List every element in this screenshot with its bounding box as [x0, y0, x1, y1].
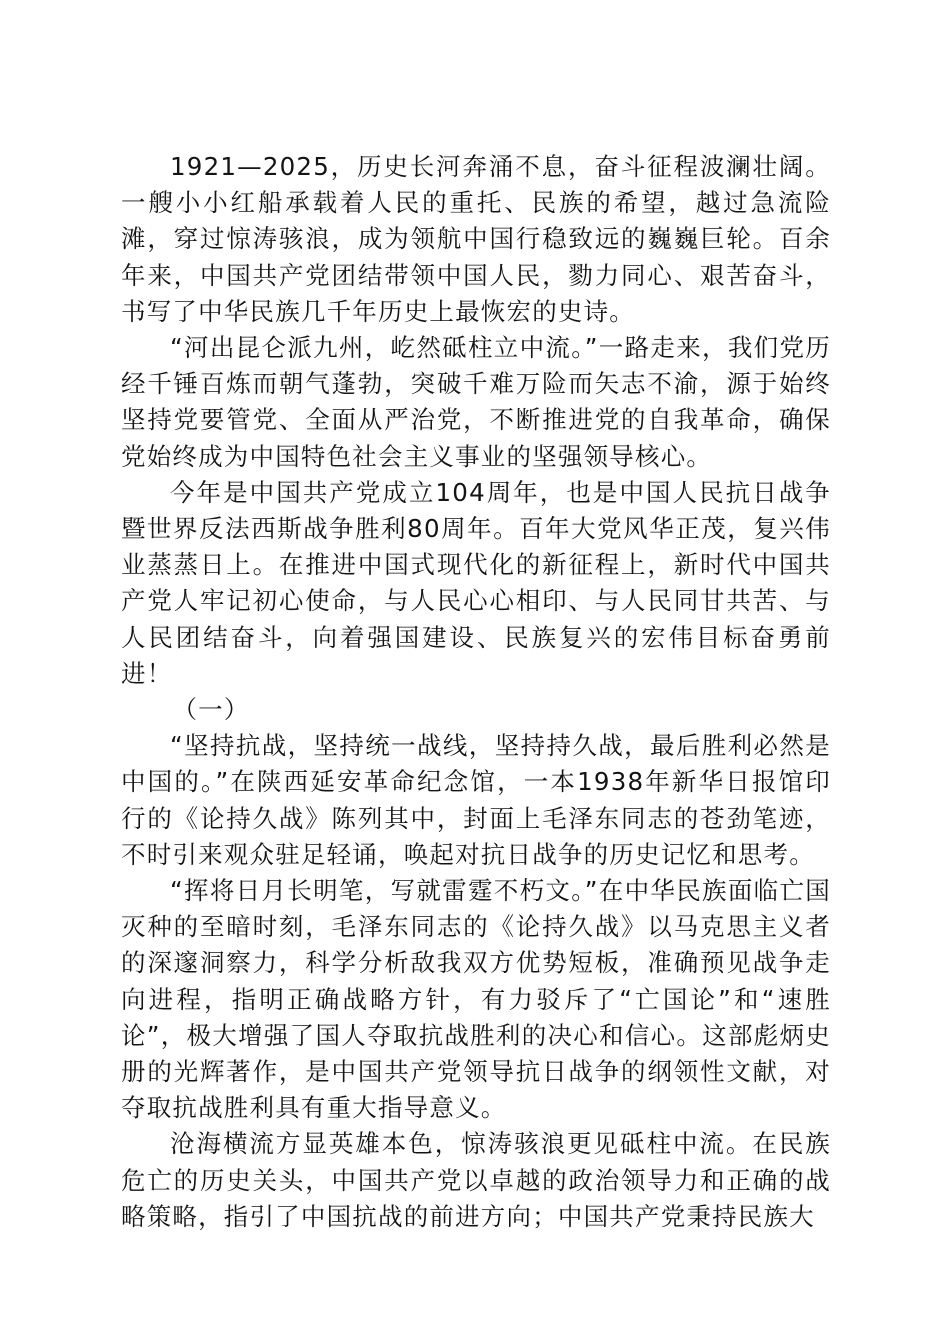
paragraph-section-3: 沧海横流方显英雄本色，惊涛骇浪更见砥柱中流。在民族危亡的历史关头，中国共产党以卓越的政治领导力和正确的战略策略，指引了中国抗战的前进方向；中国共产党秉持民族大	[121, 1129, 831, 1231]
document-body	[121, 149, 831, 1235]
section-heading: （一）	[172, 695, 250, 725]
paragraph-section-1: “坚持抗战，坚持统一战线，坚持持久战，最后胜利必然是中国的。”在陕西延安革命纪念馆，一本1938年新华日报馆印行的《论持久战》陈列其中，封面上毛泽东同志的苍劲笔迹，不时引来观众驻足轻诵，唤起对抗日战争的历史记忆和思考。	[121, 731, 831, 869]
paragraph-intro-1: 1921—2025，历史长河奔涌不息，奋斗征程波澜壮阔。一艘小小红船承载着人民的重托、民族的希望，越过急流险滩，穿过惊涛骇浪，成为领航中国行稳致远的巍巍巨轮。百余年来，中国共产党团结带领中国人民，勠力同心、艰苦奋斗，书写了中华民族几千年历史上最恢宏的史诗。	[121, 152, 831, 326]
paragraph-section-2: “挥将日月长明笔，写就雷霆不朽文。”在中华民族面临亡国灭种的至暗时刻，毛泽东同志的《论持久战》以马克思主义者的深邃洞察力，科学分析敌我双方优势短板，准确预见战争走向进程，指明正确战略方针，有力驳斥了“亡国论”和“速胜论”，极大增强了国人夺取抗战胜利的决心和信心。这部彪炳史册的光辉著作，是中国共产党领导抗日战争的纲领性文献，对夺取抗战胜利具有重大指导意义。	[121, 876, 831, 1123]
paragraph-intro-3: 今年是中国共产党成立104周年，也是中国人民抗日战争暨世界反法西斯战争胜利80周年。百年大党风华正茂，复兴伟业蒸蒸日上。在推进中国式现代化的新征程上，新时代中国共产党人牢记初心使命，与人民心心相印、与人民同甘共苦、与人民团结奋斗，向着强国建设、民族复兴的宏伟目标奋勇前进！	[121, 477, 831, 688]
paragraph-intro-2: “河出昆仑派九州，屹然砥柱立中流。”一路走来，我们党历经千锤百炼而朝气蓬勃，突破千难万险而矢志不渝，源于始终坚持党要管党、全面从严治党，不断推进党的自我革命，确保党始终成为中国特色社会主义事业的坚强领导核心。	[121, 333, 831, 471]
